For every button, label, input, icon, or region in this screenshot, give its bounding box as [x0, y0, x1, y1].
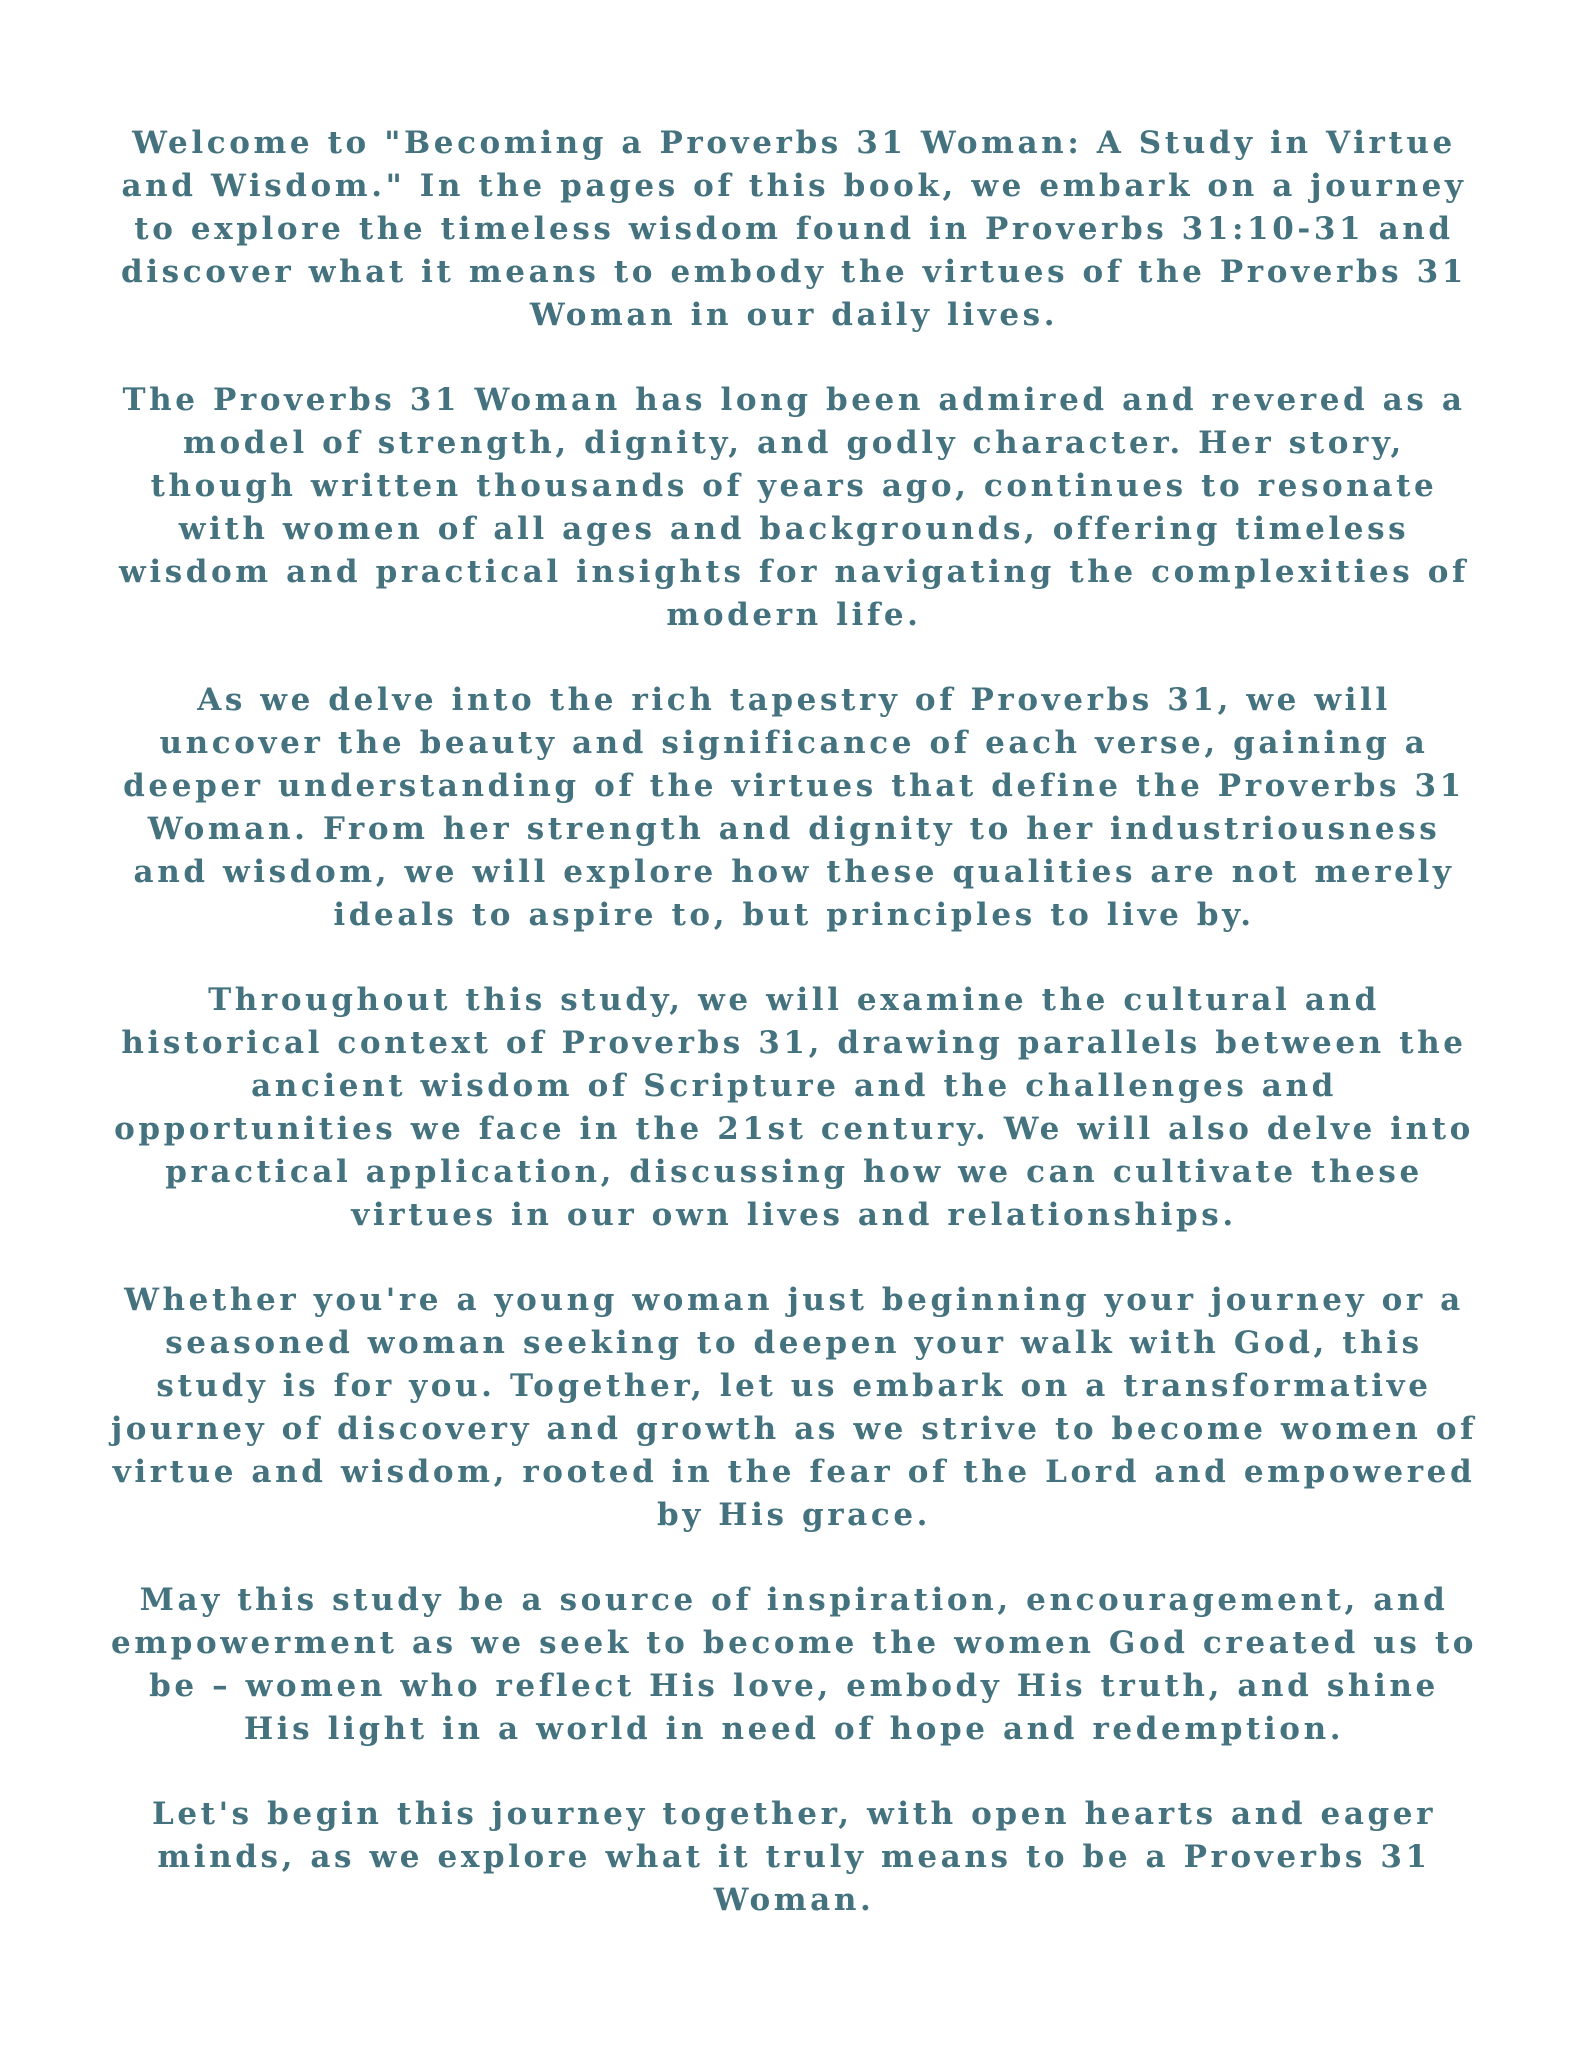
paragraph-tapestry: As we delve into the rich tapestry of Proverbs 31, we will uncover the beauty and significance of each verse, gaining a deeper understanding of the virtues that define the Proverbs 31 Woman. From her strength and dignity to her industriousness and wisdom, we will explore how these qualities are not merely ideals to aspire to, but principles to live by. [123, 682, 1465, 933]
introduction-text [110, 122, 1478, 1922]
paragraph-closing: Let's begin this journey together, with open hearts and eager minds, as we explore what it truly means to be a Proverbs 31 Woman. [151, 1796, 1437, 1918]
paragraph-context: Throughout this study, we will examine the cultural and historical context of Proverbs 31, drawing parallels between the ancient wisdom of Scripture and the challenges and opportunities we face in the 21st century. We will also delve into practical application, discussing how we can cultivate these virtues in our own lives and relationships. [114, 982, 1474, 1233]
paragraph-welcome: Welcome to "Becoming a Proverbs 31 Woman: A Study in Virtue and Wisdom." In the pages of this book, we embark on a journey to explore the timeless wisdom found in Proverbs 31:10-31 and discover what it means to embody the virtues of the Proverbs 31 Woman in our daily lives. [121, 125, 1467, 333]
paragraph-audience: Whether you're a young woman just beginning your journey or a seasoned woman seeking to deepen your walk with God, this study is for you. Together, let us embark on a transformative journey of discovery and growth as we strive to become women of virtue and wisdom, rooted in the fear of the Lord and empowered by His grace. [110, 1282, 1478, 1533]
paragraph-proverbs-woman: The Proverbs 31 Woman has long been admired and revered as a model of strength, dignity, and godly character. Her story, though written thousands of years ago, continues to resonate with women of all ages and backgrounds, offering timeless wisdom and practical insights for navigating the complexities of modern life. [119, 382, 1469, 633]
paragraph-blessing: May this study be a source of inspiration, encouragement, and empowerment as we seek to become the women God created us to be – women who reflect His love, embody His truth, and shine His light in a world in need of hope and redemption. [110, 1582, 1478, 1747]
